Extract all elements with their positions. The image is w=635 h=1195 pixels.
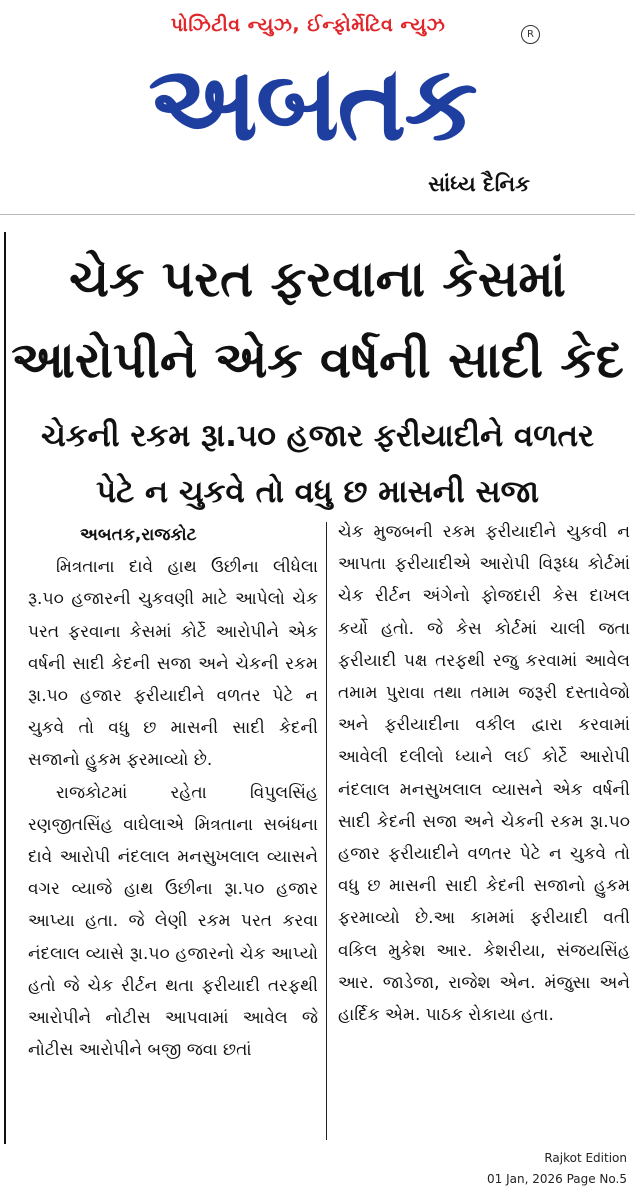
dateline: અબતક,રાજકોટ: [80, 525, 197, 545]
article-paragraph-2: રાજકોટમાં રહેતા વિપુલસિંહ રણજીતસિંહ વાઘેલાએ મિત્રતાના સબંધના દાવે આરોપી નંદલાલ મનસુખલાલ વ્યાસને વગર વ્યાજે હાથ ઉછીના રૂા.૫૦ હજાર આપ્યા હતા. જે લેણી રકમ પરત કરવા નંદલાલ વ્યાસે રૂા.૫૦ હજારનો ચેક આપ્યો હતો જે ચેક રીર્ટન થતા ફરીયાદી તરફથી આરોપીને નોટીસ આપવામાં આવેલ જે નોટીસ આરોપીને બજી જવા છતાં: [28, 782, 318, 1061]
newspaper-logo: અબતક: [148, 42, 476, 164]
date-page-label: 01 Jan, 2026 Page No.5: [487, 1172, 627, 1186]
edition-label: Rajkot Edition: [544, 1151, 627, 1165]
column-divider: [326, 522, 327, 1140]
registered-mark-icon: R: [521, 25, 540, 44]
article-paragraph-3: ચેક મુજબની રકમ ફરીયાદીને ચુકવી ન આપતા ફરીયાદીએ આરોપી વિરૂધ્ધ કોર્ટમાં ચેક રીર્ટન અંગેનો ફોજદારી કેસ દાખલ કર્યો હતો. જે કેસ કોર્ટમાં ચાલી જતા ફરીયાદી પક્ષ તરફથી રજુ કરવામાં આવેલ તમામ પુરાવા તથા તમામ જરૂરી દસ્તાવેજો અને ફરીયાદીના વકીલ દ્વારા કરવામાં આવેલી દલીલો ધ્યાને લઈ કોર્ટે આરોપી નંદલાલ મનસુખલાલ વ્યાસને એક વર્ષની સાદી કેદની સજા અને ચેકની રકમ રૂા.૫૦ હજાર ફરીયાદીને વળતર પેટે ન ચુકવે તો વધુ છ માસની સાદી કેદની સજાનો હુકમ ફરમાવ્યો છે.આ કામમાં ફરીયાદી વતી વકિલ મુકેશ આર. કેશરીયા, સંજયસિંહ આર. જાડેજા, રાજેશ એન. મંજુસા અને હાર્દિક એમ. પાઠક રોકાયા હતા.: [338, 522, 630, 1026]
headline-line2: આરોપીને એક વર્ષની સાદી કેદ: [11, 331, 624, 389]
article-column-1: [28, 519, 318, 1066]
headline-line1: ચેક પરત ફરવાના કેસમાં: [69, 250, 566, 308]
masthead-tagline: પોઝિટીવ ન્યુઝ, ઈન્ફોર્મેટિવ ન્યુઝ: [170, 14, 446, 36]
article-paragraph-1: મિત્રતાના દાવે હાથ ઉછીના લીધેલા રૂ.૫૦ હજારની ચુકવણી માટે આપેલો ચેક પરત ફરવાના કેસમાં કોર્ટે આરોપીને એક વર્ષની સાદી કેદની સજા અને ચેકની રકમ રૂા.૫૦ હજાર ફરીયાદીને વળતર પેટે ન ચુકવે તો વધુ છ માસની સાદી કેદની સજાનો હુકમ ફરમાવ્યો છે.: [28, 557, 318, 771]
article-column-2: [338, 516, 630, 1031]
subheadline-line1: ચેકની રકમ રૂા.૫૦ હજાર ફરીયાદીને વળતર: [40, 418, 595, 454]
subheadline-line2: પેટે ન ચુકવે તો વધુ છ માસની સજા: [96, 474, 539, 510]
masthead: [0, 0, 635, 215]
masthead-subtitle: સાંધ્ય દૈનિક: [428, 172, 530, 196]
masthead-divider: [0, 214, 635, 215]
